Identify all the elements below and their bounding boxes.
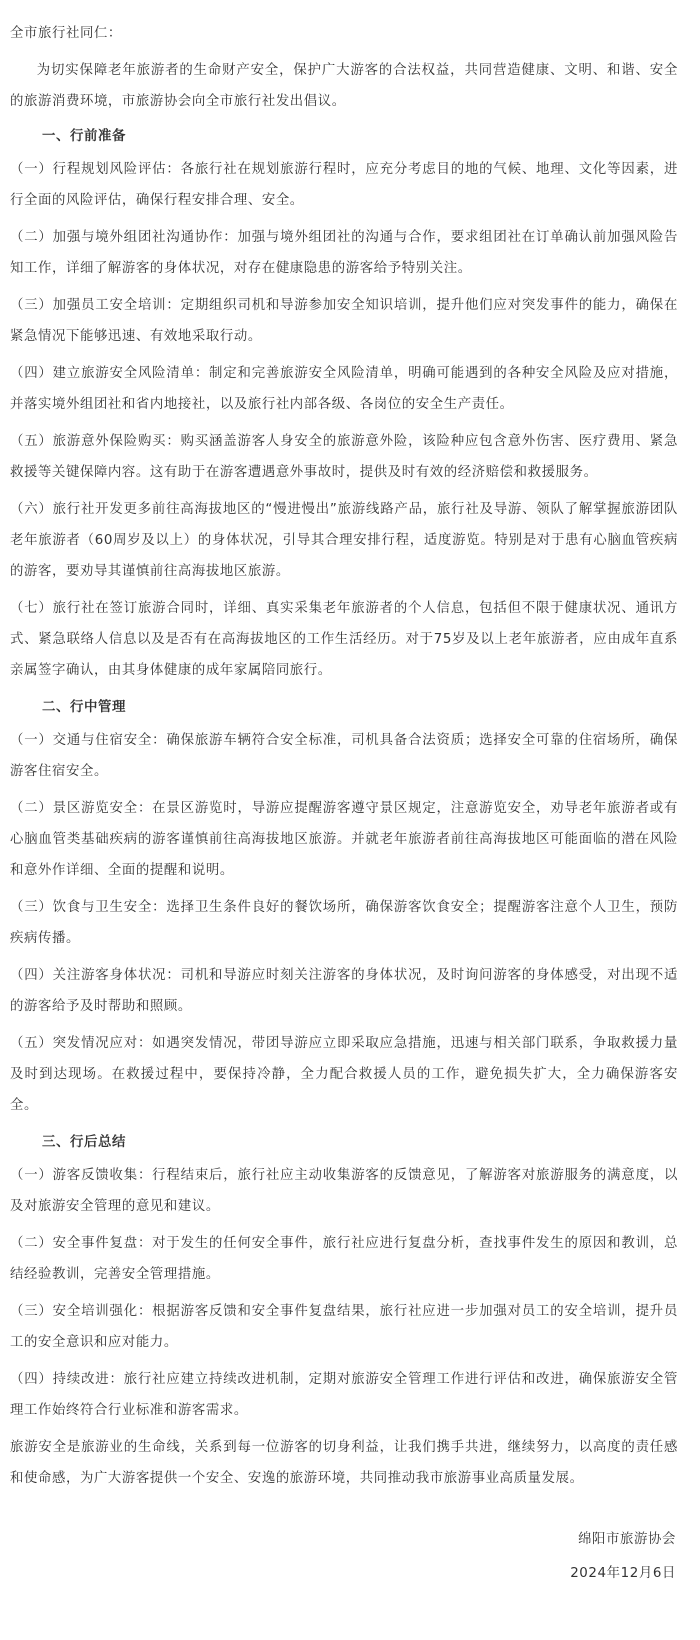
signature-date: 2024年12月6日 xyxy=(570,1566,676,1581)
closing-paragraph: 旅游安全是旅游业的生命线，关系到每一位游客的切身利益，让我们携手共进，继续努力，以高度的责任感和使命感，为广大游客提供一个安全、安逸的旅游环境，共同推动我市旅游事业高质量发展。 xyxy=(10,1440,678,1486)
list-item: （二）景区游览安全：在景区游览时，导游应提醒游客遵守景区规定，注意游览安全，劝导老年旅游者或有心脑血管类基础疾病的游客谨慎前往高海拔地区旅游。并就老年旅游者前往高海拔地区可能面临的潜在风险和意外作详细、全面的提醒和说明。 xyxy=(10,801,678,878)
list-item: （三）安全培训强化：根据游客反馈和安全事件复盘结果，旅行社应进一步加强对员工的安全培训，提升员工的安全意识和应对能力。 xyxy=(10,1304,678,1350)
section-heading: 三、行后总结 xyxy=(42,1135,126,1150)
section-pre-trip xyxy=(10,121,678,686)
list-item: （四）关注游客身体状况：司机和导游应时刻关注游客的身体状况，及时询问游客的身体感受，对出现不适的游客给予及时帮助和照顾。 xyxy=(10,968,678,1014)
list-item: （一）行程规划风险评估：各旅行社在规划旅游行程时，应充分考虑目的地的气候、地理、文化等因素，进行全面的风险评估，确保行程安排合理、安全。 xyxy=(10,162,678,208)
list-item: （六）旅行社开发更多前往高海拔地区的“慢进慢出”旅游线路产品，旅行社及导游、领队了解掌握旅游团队老年旅游者（60周岁及以上）的身体状况，引导其合理安排行程，适度游览。特别是对于患有心脑血管疾病的游客，要劝导其谨慎前往高海拔地区旅游。 xyxy=(10,502,678,579)
list-item: （三）饮食与卫生安全：选择卫生条件良好的餐饮场所，确保游客饮食安全；提醒游客注意个人卫生，预防疾病传播。 xyxy=(10,900,678,946)
list-item: （一）交通与住宿安全：确保旅游车辆符合安全标准，司机具备合法资质；选择安全可靠的住宿场所，确保游客住宿安全。 xyxy=(10,733,678,779)
list-item: （五）突发情况应对：如遇突发情况，带团导游应立即采取应急措施，迅速与相关部门联系，争取救援力量及时到达现场。在救援过程中，要保持冷静，全力配合救援人员的工作，避免损失扩大，全力确保游客安全。 xyxy=(10,1036,678,1113)
list-item: （五）旅游意外保险购买：购买涵盖游客人身安全的旅游意外险，该险种应包含意外伤害、医疗费用、紧急救援等关键保障内容。这有助于在游客遭遇意外事故时，提供及时有效的经济赔偿和救援服务。 xyxy=(10,434,678,480)
section-heading: 二、行中管理 xyxy=(42,700,126,715)
section-heading: 一、行前准备 xyxy=(42,129,126,144)
section-post-trip xyxy=(10,1127,678,1426)
list-item: （三）加强员工安全培训：定期组织司机和导游参加安全知识培训，提升他们应对突发事件的能力，确保在紧急情况下能够迅速、有效地采取行动。 xyxy=(10,298,678,344)
signature-organization: 绵阳市旅游协会 xyxy=(578,1532,676,1547)
signature-block xyxy=(570,1523,676,1591)
intro-paragraph: 为切实保障老年旅游者的生命财产安全，保护广大游客的合法权益，共同营造健康、文明、和谐、安全的旅游消费环境，市旅游协会向全市旅行社发出倡议。 xyxy=(10,63,678,109)
salutation: 全市旅行社同仁： xyxy=(10,26,122,41)
section-during-trip xyxy=(10,692,678,1121)
list-item: （四）持续改进：旅行社应建立持续改进机制，定期对旅游安全管理工作进行评估和改进，确保旅游安全管理工作始终符合行业标准和游客需求。 xyxy=(10,1372,678,1418)
list-item: （二）安全事件复盘：对于发生的任何安全事件，旅行社应进行复盘分析，查找事件发生的原因和教训，总结经验教训，完善安全管理措施。 xyxy=(10,1236,678,1282)
list-item: （二）加强与境外组团社沟通协作：加强与境外组团社的沟通与合作，要求组团社在订单确认前加强风险告知工作，详细了解游客的身体状况，对存在健康隐患的游客给予特别关注。 xyxy=(10,230,678,276)
list-item: （四）建立旅游安全风险清单：制定和完善旅游安全风险清单，明确可能遇到的各种安全风险及应对措施，并落实境外组团社和省内地接社，以及旅行社内部各级、各岗位的安全生产责任。 xyxy=(10,366,678,412)
list-item: （七）旅行社在签订旅游合同时，详细、真实采集老年旅游者的个人信息，包括但不限于健康状况、通讯方式、紧急联络人信息以及是否有在高海拔地区的工作生活经历。对于75岁及以上老年旅游者，应由成年直系亲属签字确认，由其身体健康的成年家属陪同旅行。 xyxy=(10,601,678,678)
list-item: （一）游客反馈收集：行程结束后，旅行社应主动收集游客的反馈意见，了解游客对旅游服务的满意度，以及对旅游安全管理的意见和建议。 xyxy=(10,1168,678,1214)
